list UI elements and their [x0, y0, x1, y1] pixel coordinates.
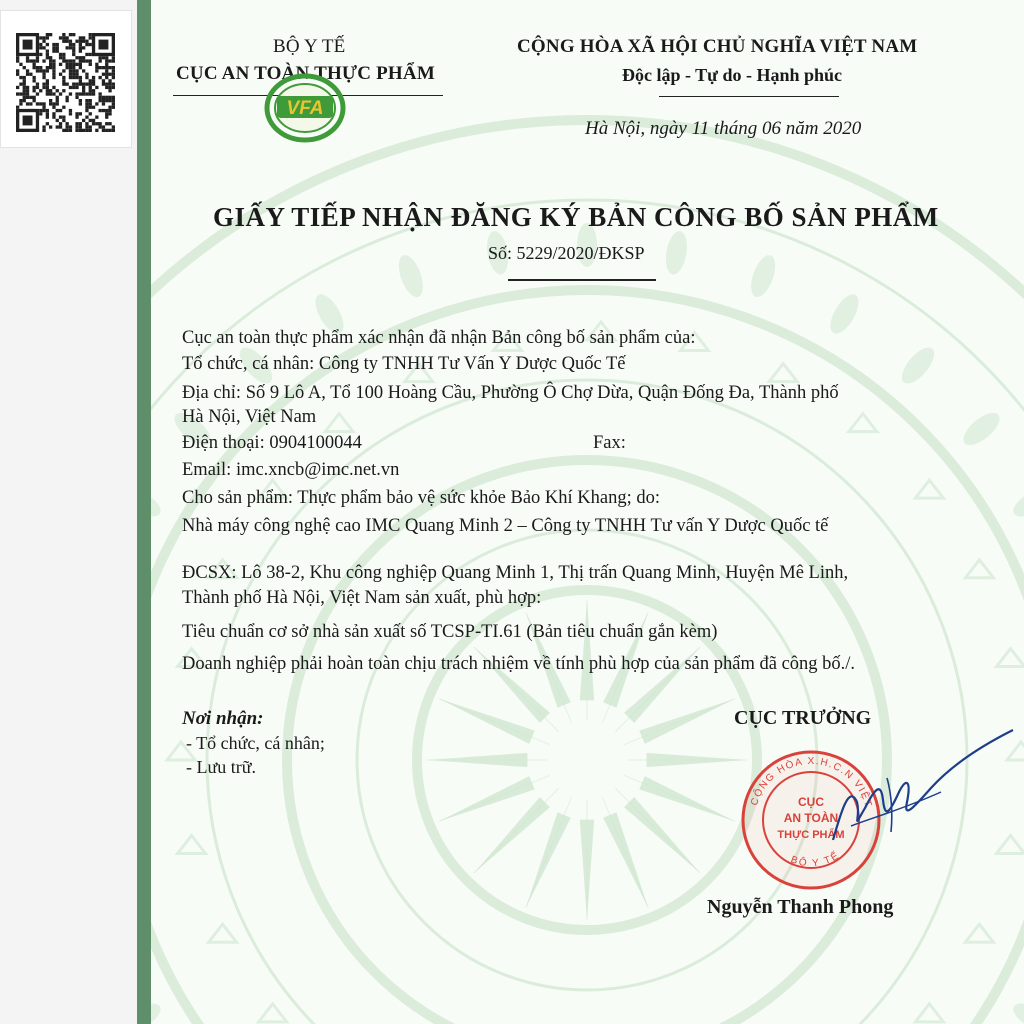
- recipient-item: - Tổ chức, cá nhân;: [186, 733, 325, 753]
- vfa-logo-text: VFA: [286, 98, 324, 119]
- stamp-ring-text: CỘNG HÒA X.H.C.N VIỆT: [749, 755, 874, 810]
- country-name: CỘNG HÒA XÃ HỘI CHỦ NGHĨA VIỆT NAM: [517, 36, 918, 57]
- body-intro: Cục an toàn thực phẩm xác nhận đã nhận Bản công bố sản phẩm của:: [182, 328, 696, 348]
- body-fax: Fax:: [593, 433, 626, 453]
- recipients-heading: Nơi nhận:: [182, 708, 264, 729]
- national-motto: Độc lập - Tự do - Hạnh phúc: [622, 65, 843, 85]
- body-factory: Nhà máy công nghệ cao IMC Quang Minh 2 – Công ty TNHH Tư vấn Y Dược Quốc tế: [182, 516, 829, 536]
- stamp-center-line-2: AN TOÀN: [783, 811, 839, 825]
- stamp-center-line-3: THỰC PHẨM: [777, 829, 845, 841]
- signer-role: CỤC TRƯỞNG: [734, 707, 872, 729]
- certificate-document: [137, 0, 1024, 1024]
- body-production-address-1: ĐCSX: Lô 38-2, Khu công nghiệp Quang Minh 1, Thị trấn Quang Minh, Huyện Mê Linh,: [182, 563, 849, 583]
- document-title: GIẤY TIẾP NHẬN ĐĂNG KÝ BẢN CÔNG BỐ SẢN PHẨM: [213, 202, 939, 232]
- ministry-name: BỘ Y TẾ: [273, 36, 346, 57]
- stamp-bottom-text: BỘ Y TẾ: [789, 849, 843, 870]
- certificate-content: [151, 0, 1024, 1024]
- body-address-line-2: Hà Nội, Việt Nam: [182, 407, 317, 427]
- motto-underline: [659, 96, 839, 97]
- qr-code-card: [0, 10, 132, 148]
- qr-code-image: [6, 33, 126, 133]
- handwritten-signature: [791, 722, 1021, 862]
- certificate-paper: [151, 0, 1024, 1024]
- document-number: Số: 5229/2020/ĐKSP: [488, 243, 645, 263]
- body-phone: Điện thoại: 0904100044: [182, 433, 362, 453]
- body-standard: Tiêu chuẩn cơ sở nhà sản xuất số TCSP-TI.61 (Bản tiêu chuẩn gắn kèm): [182, 622, 718, 642]
- stamp-center-line-1: CỤC: [798, 795, 824, 809]
- body-production-address-2: Thành phố Hà Nội, Việt Nam sản xuất, phù hợp:: [182, 588, 542, 608]
- agency-name: CỤC AN TOÀN THỰC PHẨM: [176, 63, 435, 84]
- body-organization: Tổ chức, cá nhân: Công ty TNHH Tư Vấn Y Dược Quốc Tế: [182, 354, 626, 374]
- body-responsibility: Doanh nghiệp phải hoàn toàn chịu trách nhiệm về tính phù hợp của sản phẩm đã công bố./.: [182, 654, 856, 674]
- body-product: Cho sản phẩm: Thực phẩm bảo vệ sức khỏe Bảo Khí Khang; do:: [182, 488, 661, 508]
- recipient-item: - Lưu trữ.: [186, 757, 256, 777]
- place-date: Hà Nội, ngày 11 tháng 06 năm 2020: [585, 118, 862, 139]
- vfa-logo: [263, 66, 347, 144]
- body-email: Email: imc.xncb@imc.net.vn: [182, 460, 400, 480]
- body-address-line-1: Địa chỉ: Số 9 Lô A, Tổ 100 Hoàng Cầu, Phường Ô Chợ Dừa, Quận Đống Đa, Thành phố: [182, 383, 839, 403]
- signer-name: Nguyễn Thanh Phong: [707, 896, 894, 918]
- title-underline: [508, 279, 656, 281]
